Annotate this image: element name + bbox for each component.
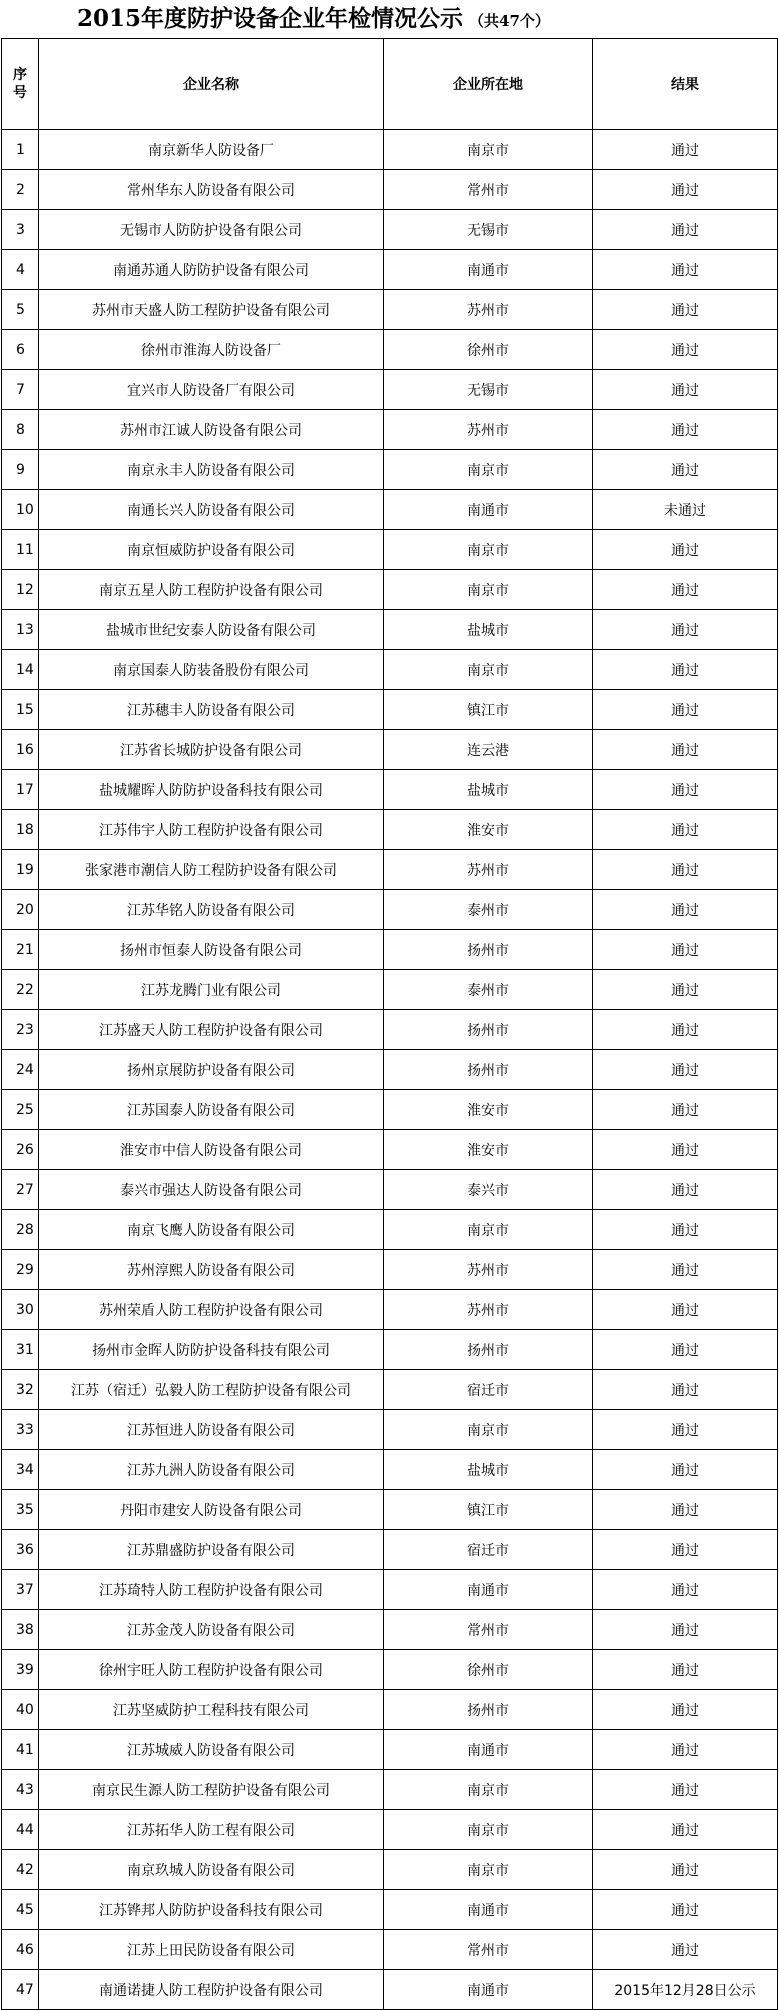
row-result: 通过 — [593, 1410, 778, 1450]
row-number: 2 — [2, 170, 39, 210]
row-location: 南京市 — [384, 650, 593, 690]
table-row — [2, 250, 778, 290]
row-company-name: 扬州京展防护设备有限公司 — [39, 1050, 384, 1090]
row-company-name: 江苏恒进人防设备有限公司 — [39, 1410, 384, 1450]
row-location: 南京市 — [384, 1810, 593, 1850]
row-location: 南通市 — [384, 250, 593, 290]
table-row — [2, 610, 778, 650]
table-header — [2, 39, 778, 130]
row-result: 通过 — [593, 1210, 778, 1250]
row-number: 44 — [2, 1810, 39, 1850]
row-location: 南京市 — [384, 1770, 593, 1810]
row-result: 未通过 — [593, 490, 778, 530]
row-result: 通过 — [593, 1930, 778, 1970]
table-row — [2, 730, 778, 770]
row-company-name: 扬州市恒泰人防设备有限公司 — [39, 930, 384, 970]
row-number: 13 — [2, 610, 39, 650]
row-location: 苏州市 — [384, 290, 593, 330]
row-number: 3 — [2, 210, 39, 250]
row-number: 35 — [2, 1490, 39, 1530]
row-company-name: 常州华东人防设备有限公司 — [39, 170, 384, 210]
row-result: 通过 — [593, 370, 778, 410]
row-number: 21 — [2, 930, 39, 970]
row-company-name: 南京飞鹰人防设备有限公司 — [39, 1210, 384, 1250]
row-company-name: 张家港市潮信人防工程防护设备有限公司 — [39, 850, 384, 890]
table-row — [2, 1810, 778, 1850]
row-location: 盐城市 — [384, 610, 593, 650]
table-row — [2, 410, 778, 450]
row-location: 扬州市 — [384, 930, 593, 970]
row-number: 43 — [2, 1770, 39, 1810]
row-number: 42 — [2, 1850, 39, 1890]
row-location: 苏州市 — [384, 850, 593, 890]
header-result: 结果 — [593, 39, 778, 130]
row-company-name: 南京永丰人防设备有限公司 — [39, 450, 384, 490]
row-result: 通过 — [593, 1250, 778, 1290]
row-result: 通过 — [593, 1290, 778, 1330]
row-company-name: 淮安市中信人防设备有限公司 — [39, 1130, 384, 1170]
row-location: 苏州市 — [384, 1290, 593, 1330]
row-location: 常州市 — [384, 1610, 593, 1650]
row-result: 通过 — [593, 1690, 778, 1730]
row-number: 29 — [2, 1250, 39, 1290]
table-row — [2, 930, 778, 970]
row-location: 扬州市 — [384, 1010, 593, 1050]
row-company-name: 南京国泰人防装备股份有限公司 — [39, 650, 384, 690]
title-count-note: （共47个） — [469, 12, 550, 30]
row-company-name: 江苏盛天人防工程防护设备有限公司 — [39, 1010, 384, 1050]
row-result: 通过 — [593, 610, 778, 650]
row-location: 淮安市 — [384, 1130, 593, 1170]
row-number: 40 — [2, 1690, 39, 1730]
row-number: 16 — [2, 730, 39, 770]
table-row — [2, 1250, 778, 1290]
row-company-name: 江苏拓华人防工程有限公司 — [39, 1810, 384, 1850]
row-number: 5 — [2, 290, 39, 330]
row-number: 6 — [2, 330, 39, 370]
row-number: 34 — [2, 1450, 39, 1490]
row-location: 盐城市 — [384, 770, 593, 810]
table-row — [2, 810, 778, 850]
table-row — [2, 210, 778, 250]
row-location: 常州市 — [384, 1930, 593, 1970]
row-location: 南通市 — [384, 1730, 593, 1770]
row-number: 24 — [2, 1050, 39, 1090]
table-row — [2, 130, 778, 170]
row-company-name: 江苏龙腾门业有限公司 — [39, 970, 384, 1010]
row-number: 18 — [2, 810, 39, 850]
row-result: 通过 — [593, 1810, 778, 1850]
row-result: 通过 — [593, 170, 778, 210]
row-result: 通过 — [593, 770, 778, 810]
row-location: 扬州市 — [384, 1690, 593, 1730]
table-row — [2, 1890, 778, 1930]
table-row — [2, 1690, 778, 1730]
table-row — [2, 890, 778, 930]
table-row — [2, 650, 778, 690]
row-company-name: 江苏九洲人防设备有限公司 — [39, 1450, 384, 1490]
row-number: 31 — [2, 1330, 39, 1370]
row-number: 23 — [2, 1010, 39, 1050]
row-location: 徐州市 — [384, 330, 593, 370]
table-row — [2, 1610, 778, 1650]
row-number: 38 — [2, 1610, 39, 1650]
row-number: 32 — [2, 1370, 39, 1410]
row-result: 通过 — [593, 330, 778, 370]
row-number: 39 — [2, 1650, 39, 1690]
row-company-name: 江苏华铭人防设备有限公司 — [39, 890, 384, 930]
row-location: 淮安市 — [384, 1090, 593, 1130]
table-row — [2, 970, 778, 1010]
row-company-name: 南京玖城人防设备有限公司 — [39, 1850, 384, 1890]
row-number: 41 — [2, 1730, 39, 1770]
row-number: 25 — [2, 1090, 39, 1130]
row-number: 45 — [2, 1890, 39, 1930]
row-company-name: 南通诺捷人防工程防护设备有限公司 — [39, 1970, 384, 2010]
table-row — [2, 1930, 778, 1970]
table-row — [2, 770, 778, 810]
table-row — [2, 330, 778, 370]
row-location: 泰州市 — [384, 970, 593, 1010]
row-number: 30 — [2, 1290, 39, 1330]
row-result: 通过 — [593, 1850, 778, 1890]
table-row — [2, 570, 778, 610]
row-result: 通过 — [593, 1570, 778, 1610]
row-location: 南通市 — [384, 1890, 593, 1930]
row-result: 通过 — [593, 890, 778, 930]
row-number: 4 — [2, 250, 39, 290]
row-location: 无锡市 — [384, 210, 593, 250]
row-company-name: 江苏省长城防护设备有限公司 — [39, 730, 384, 770]
row-number: 19 — [2, 850, 39, 890]
table-body — [2, 130, 778, 2010]
page-title — [0, 0, 779, 38]
row-company-name: 无锡市人防防护设备有限公司 — [39, 210, 384, 250]
row-company-name: 南京五星人防工程防护设备有限公司 — [39, 570, 384, 610]
row-location: 南京市 — [384, 1850, 593, 1890]
inspection-table — [1, 38, 778, 2010]
row-location: 泰州市 — [384, 890, 593, 930]
row-number: 8 — [2, 410, 39, 450]
row-location: 镇江市 — [384, 690, 593, 730]
row-result: 通过 — [593, 930, 778, 970]
row-number: 27 — [2, 1170, 39, 1210]
row-result: 通过 — [593, 730, 778, 770]
row-result: 通过 — [593, 1010, 778, 1050]
row-number: 10 — [2, 490, 39, 530]
row-number: 15 — [2, 690, 39, 730]
row-company-name: 江苏琦特人防工程防护设备有限公司 — [39, 1570, 384, 1610]
row-company-name: 南通长兴人防设备有限公司 — [39, 490, 384, 530]
row-number: 37 — [2, 1570, 39, 1610]
row-result: 通过 — [593, 1450, 778, 1490]
table-row — [2, 1010, 778, 1050]
table-row — [2, 1130, 778, 1170]
row-company-name: 江苏穗丰人防设备有限公司 — [39, 690, 384, 730]
row-location: 苏州市 — [384, 1250, 593, 1290]
row-location: 宿迁市 — [384, 1370, 593, 1410]
row-location: 南京市 — [384, 1210, 593, 1250]
row-company-name: 南京恒威防护设备有限公司 — [39, 530, 384, 570]
row-number: 22 — [2, 970, 39, 1010]
row-result: 通过 — [593, 1770, 778, 1810]
row-company-name: 苏州市天盛人防工程防护设备有限公司 — [39, 290, 384, 330]
row-location: 连云港 — [384, 730, 593, 770]
row-company-name: 江苏坚威防护工程科技有限公司 — [39, 1690, 384, 1730]
row-location: 南京市 — [384, 530, 593, 570]
table-row — [2, 1850, 778, 1890]
table-row — [2, 1050, 778, 1090]
row-company-name: 江苏（宿迁）弘毅人防工程防护设备有限公司 — [39, 1370, 384, 1410]
row-number: 26 — [2, 1130, 39, 1170]
row-location: 南京市 — [384, 130, 593, 170]
row-result: 通过 — [593, 1730, 778, 1770]
row-location: 常州市 — [384, 170, 593, 210]
row-location: 扬州市 — [384, 1050, 593, 1090]
row-company-name: 徐州宇旺人防工程防护设备有限公司 — [39, 1650, 384, 1690]
table-row — [2, 1410, 778, 1450]
row-company-name: 江苏铧邦人防防护设备科技有限公司 — [39, 1890, 384, 1930]
row-company-name: 江苏伟宇人防工程防护设备有限公司 — [39, 810, 384, 850]
header-seq-line1: 序 — [13, 67, 27, 83]
header-name: 企业名称 — [39, 39, 384, 130]
table-row — [2, 170, 778, 210]
row-company-name: 盐城市世纪安泰人防设备有限公司 — [39, 610, 384, 650]
row-location: 徐州市 — [384, 1650, 593, 1690]
row-result: 通过 — [593, 450, 778, 490]
row-result: 通过 — [593, 1490, 778, 1530]
table-row — [2, 1570, 778, 1610]
row-number: 47 — [2, 1970, 39, 2010]
table-row — [2, 370, 778, 410]
row-number: 14 — [2, 650, 39, 690]
table-row — [2, 1210, 778, 1250]
row-number: 7 — [2, 370, 39, 410]
table-row — [2, 850, 778, 890]
row-result: 通过 — [593, 1170, 778, 1210]
row-result: 通过 — [593, 290, 778, 330]
row-result: 通过 — [593, 410, 778, 450]
row-result: 通过 — [593, 210, 778, 250]
row-number: 36 — [2, 1530, 39, 1570]
row-location: 盐城市 — [384, 1450, 593, 1490]
row-location: 南京市 — [384, 450, 593, 490]
row-result: 通过 — [593, 1610, 778, 1650]
row-result: 通过 — [593, 1650, 778, 1690]
row-number: 11 — [2, 530, 39, 570]
table-row — [2, 1090, 778, 1130]
table-row — [2, 1170, 778, 1210]
row-result: 通过 — [593, 650, 778, 690]
row-location: 扬州市 — [384, 1330, 593, 1370]
row-result: 通过 — [593, 530, 778, 570]
row-company-name: 江苏上田民防设备有限公司 — [39, 1930, 384, 1970]
row-result: 2015年12月28日公示 — [593, 1970, 778, 2010]
table-row — [2, 690, 778, 730]
row-company-name: 江苏城威人防设备有限公司 — [39, 1730, 384, 1770]
table-row — [2, 1970, 778, 2010]
row-result: 通过 — [593, 850, 778, 890]
row-location: 南通市 — [384, 490, 593, 530]
table-row — [2, 290, 778, 330]
row-result: 通过 — [593, 970, 778, 1010]
row-location: 南通市 — [384, 1970, 593, 2010]
row-number: 9 — [2, 450, 39, 490]
row-company-name: 南京新华人防设备厂 — [39, 130, 384, 170]
row-company-name: 苏州淳熙人防设备有限公司 — [39, 1250, 384, 1290]
title-text: 2015年度防护设备企业年检情况公示 — [77, 5, 464, 32]
table-row — [2, 1650, 778, 1690]
row-company-name: 江苏鼎盛防护设备有限公司 — [39, 1530, 384, 1570]
row-result: 通过 — [593, 1050, 778, 1090]
row-company-name: 丹阳市建安人防设备有限公司 — [39, 1490, 384, 1530]
row-result: 通过 — [593, 1530, 778, 1570]
row-number: 46 — [2, 1930, 39, 1970]
header-seq — [2, 39, 39, 130]
row-location: 南京市 — [384, 1410, 593, 1450]
row-result: 通过 — [593, 570, 778, 610]
row-location: 苏州市 — [384, 410, 593, 450]
table-row — [2, 1290, 778, 1330]
row-company-name: 苏州荣盾人防工程防护设备有限公司 — [39, 1290, 384, 1330]
row-location: 镇江市 — [384, 1490, 593, 1530]
row-result: 通过 — [593, 250, 778, 290]
table-row — [2, 490, 778, 530]
row-result: 通过 — [593, 1890, 778, 1930]
header-location: 企业所在地 — [384, 39, 593, 130]
row-company-name: 江苏金茂人防设备有限公司 — [39, 1610, 384, 1650]
table-row — [2, 1730, 778, 1770]
row-company-name: 江苏国泰人防设备有限公司 — [39, 1090, 384, 1130]
row-company-name: 南通苏通人防防护设备有限公司 — [39, 250, 384, 290]
row-location: 南京市 — [384, 570, 593, 610]
row-company-name: 盐城耀晖人防防护设备科技有限公司 — [39, 770, 384, 810]
row-company-name: 南京民生源人防工程防护设备有限公司 — [39, 1770, 384, 1810]
table-row — [2, 1370, 778, 1410]
table-row — [2, 530, 778, 570]
row-result: 通过 — [593, 1370, 778, 1410]
row-location: 泰兴市 — [384, 1170, 593, 1210]
row-location: 无锡市 — [384, 370, 593, 410]
row-company-name: 扬州市金晖人防防护设备科技有限公司 — [39, 1330, 384, 1370]
row-result: 通过 — [593, 690, 778, 730]
row-number: 17 — [2, 770, 39, 810]
header-seq-line2: 号 — [13, 85, 27, 101]
table-row — [2, 1530, 778, 1570]
row-location: 宿迁市 — [384, 1530, 593, 1570]
row-number: 1 — [2, 130, 39, 170]
row-location: 淮安市 — [384, 810, 593, 850]
table-row — [2, 1490, 778, 1530]
row-result: 通过 — [593, 130, 778, 170]
table-row — [2, 1330, 778, 1370]
row-company-name: 泰兴市强达人防设备有限公司 — [39, 1170, 384, 1210]
row-result: 通过 — [593, 1090, 778, 1130]
row-company-name: 宜兴市人防设备厂有限公司 — [39, 370, 384, 410]
row-location: 南通市 — [384, 1570, 593, 1610]
row-company-name: 徐州市淮海人防设备厂 — [39, 330, 384, 370]
table-row — [2, 1450, 778, 1490]
table-row — [2, 450, 778, 490]
row-number: 12 — [2, 570, 39, 610]
row-result: 通过 — [593, 810, 778, 850]
table-row — [2, 1770, 778, 1810]
row-number: 20 — [2, 890, 39, 930]
row-number: 33 — [2, 1410, 39, 1450]
row-company-name: 苏州市江诚人防设备有限公司 — [39, 410, 384, 450]
row-result: 通过 — [593, 1130, 778, 1170]
row-result: 通过 — [593, 1330, 778, 1370]
row-number: 28 — [2, 1210, 39, 1250]
